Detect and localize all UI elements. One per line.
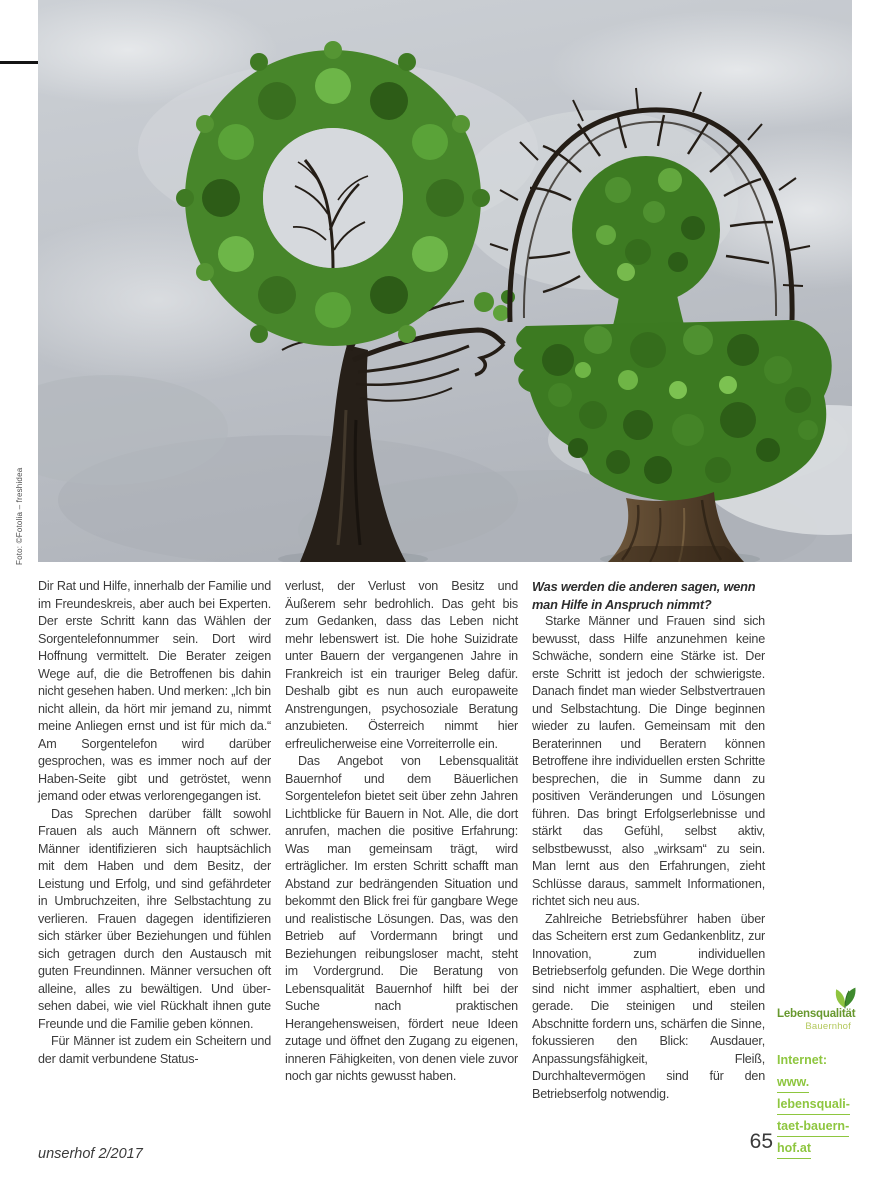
paragraph: Das Sprechen darüber fällt sowohl Frauen als auch Männern oft schwer. Männer identifizieren sich hauptsächlich mit dem Haben und dem Besitz, der Leistung und Erfolg, und sind gefährdeter in Umbruchzeiten, ihre Selbstachtung zu verlieren. Frauen dagegen identifizieren sich stärker über Beziehungen und fühlen sich getragen durch den Austausch mit guten Freundinnen. Männer versuchen oft alleine, alles zu bewältigen. Und übersehen dabei, wie viel Rückhalt ihnen gute Freunde und die Familie geben können. bbox=[38, 806, 271, 1031]
paragraph: Für Männer ist zudem ein Scheitern und der damit verbundene Status- bbox=[38, 1034, 271, 1066]
column-3-paragraphs bbox=[532, 613, 765, 1103]
hero-photo bbox=[38, 0, 852, 562]
page-edge-mark bbox=[0, 61, 40, 64]
question-heading: Was werden die anderen sagen, wenn man Hilfe in Anspruch nimmt? bbox=[532, 579, 756, 612]
internet-box bbox=[777, 1050, 850, 1161]
paragraph: Dir Rat und Hilfe, innerhalb der Familie und im Freundeskreis, aber auch bei Experten. Der erste Schritt kann das Wählen der Sorgentelefonnummer sein. Dort wird Hoffnung vermittelt. Die Berater zeigen Wege auf, die die Betroffenen bis dahin nicht gesehen haben. Und merken: „Ich bin nicht allein, da hört mir jemand zu, nimmt meine Anliegen ernst und ist für mich da.“ Am Sorgentelefon wird darüber gesprochen, was es immer noch auf der Haben-Seite gibt und getröstet, wenn jemand oder etwas verlorengegangen ist. bbox=[38, 579, 271, 803]
website-link[interactable] bbox=[777, 1073, 850, 1159]
sidebar bbox=[777, 986, 877, 1155]
lebensqualitaet-bauernhof-logo bbox=[777, 986, 877, 1042]
article-body bbox=[38, 578, 765, 1103]
website-link-line[interactable]: taet-bauern- bbox=[777, 1117, 849, 1137]
website-link-line[interactable]: lebensquali- bbox=[777, 1095, 850, 1115]
logo-subtitle: Bauernhof bbox=[805, 1021, 851, 1032]
two-trees-heads-illustration bbox=[38, 0, 852, 562]
leaf-icon bbox=[831, 986, 859, 1010]
website-link-line[interactable]: hof.at bbox=[777, 1139, 811, 1159]
page-number: 65 bbox=[749, 1130, 773, 1153]
article-column-1 bbox=[38, 578, 271, 1103]
photo-credit: Foto: ©Fotolia – freshidea bbox=[15, 467, 24, 565]
paragraph: verlust, der Verlust von Besitz und Äußerem sehr bedrohlich. Das geht bis zum Gedanken, dass das Leben nicht mehr lebenswert ist. Die hohe Suizidrate unter Bauern der vergangenen Jahre in Frankreich ist ein trauriger Beleg dafür. Deshalb gibt es nun auch europaweite Anstrengungen, psychosoziale Beratung anzubieten. Österreich nimmt hier erfreulicherweise eine Vorreiterrolle ein. bbox=[285, 579, 518, 751]
paragraph: Starke Männer und Frauen sind sich bewusst, dass Hilfe anzunehmen keine Schwäche, sondern eine Stärke ist. Der erste Schritt ist jedoch der schwierigste. Danach findet man wieder Selbstvertrauen und Selbstachtung. Die Dinge beginnen wieder zu laufen. Gemeinsam mit den Beraterinnen und Beratern können Betroffene ihre individuellen ersten Schritte besprechen, die in Summe dann zu positiven Veränderungen und Lösungen führen. Das bringt Erfolgserlebnisse und stärkt das Gefühl, selbst aktiv, selbstbewusst, also „wirksam“ zu sein. Man lernt aus den Erfahrungen, zieht Schlüsse daraus, sammelt Informationen, richtet sich neu aus. bbox=[532, 614, 765, 908]
issue-info: unserhof 2/2017 bbox=[38, 1146, 143, 1162]
article-column-3 bbox=[532, 578, 765, 1103]
paragraph: Das Angebot von Lebensqualität Bauernhof und dem Bäuerlichen Sorgentelefon bietet seit über zehn Jahren Lichtblicke für Bauern in Not. Alle, die dort anrufen, machen die positive Erfahrung: Was man gemeinsam trägt, wird erträglicher. Im ersten Schritt schafft man Abstand zur bedrängenden Situation und bekommt den Blick frei für gangbare Wege und realistische Lösungen. Das, was den Betrieb auf Vordermann bringt und Beziehungen reibungsloser macht, steht im Vordergrund. Die Beratung von Lebensqualität Bauernhof hilft bei der Suche nach praktischen Herangehensweisen, fördert neue Ideen zutage und öffnet den Zugang zu eigenen, inneren Fähigkeiten, von denen viele zuvor noch gar nichts gewusst haben. bbox=[285, 754, 518, 1083]
paragraph: Zahlreiche Betriebsführer haben über das Scheitern erst zum Gedankenblitz, zur Innovation, zum individuellen Betriebserfolg gefunden. Die Wege dorthin sind nicht immer asphaltiert, eben und gerade. Die steinigen und steilen Abschnitte fordern uns, schärfen die Sinne, fokussieren den Blick: Ausdauer, Anpassungsfähigkeit, Fleiß, Durchhaltevermögen sind für den Betriebserfolg notwendig. bbox=[532, 911, 765, 1101]
website-link-line[interactable]: www. bbox=[777, 1073, 809, 1093]
article-column-2 bbox=[285, 578, 518, 1103]
logo-wordmark: Lebensqualität bbox=[777, 1008, 856, 1020]
internet-label: Internet: bbox=[777, 1053, 827, 1067]
